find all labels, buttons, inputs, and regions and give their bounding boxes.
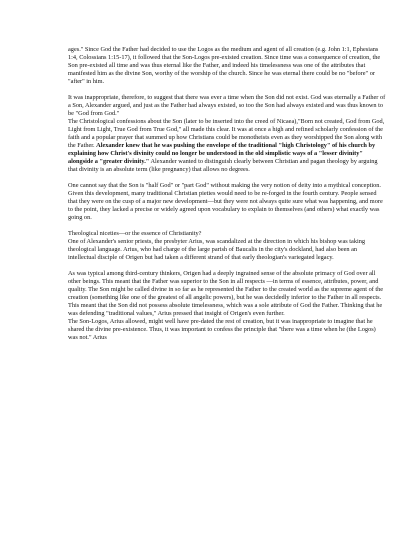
- confession-text-end: Alexander wanted to distinguish clearly between Christian and pagan theology by arguing that divinity is an absolute term (like pregnancy) that allows no degrees.: [68, 158, 378, 173]
- paragraph-arius: One of Alexander's senior priests, the presbyter Arius, was scandalized at the direction in which his bishop was taking theological language. Arius, who had charge of the large parish of Baucalis in the city's dockland, had also been an intellectual disciple of Origen but had taken a different strand of that early theologian's variegated legacy.: [68, 238, 366, 261]
- paragraph-son-logos: The Son-Logos, Arius allowed, might well have pre-dated the rest of creation, but it was inappropriate to imagine that he shared the divine pre-existence. Thus, it was important to confess the principle that "there was a time when he (the Logos) was not." Arius: [68, 318, 376, 341]
- paragraph-eternal-son: ages." Since God the Father had decided to use the Logos as the medium and agent of all creation (e.g. John 1:1, Ephesians 1:4, Colossians 1:15-17), it followed that the Son-Logos pre-existed creation. Since time was a consequence of creation, the Son pre-existed all time and was thus eternal like the Father, and indeed his timelessness was one of the attributes that manifested him as the divine Son, worthy of the worship of the church. Since he was eternal there could be no "before" or "after" in him.: [68, 46, 381, 85]
- paragraph-origen: As was typical among third-century thinkers, Origen had a deeply ingrained sense of the absolute primacy of God over all other beings. This meant that the Father was superior to the Son in all respects —in terms of essence, attributes, power, and quality. The Son might be called divine in so far as he represented the Father to the created world as the supreme agent of the creation (something like one of the greatest of all angelic powers), but he was decidedly inferior to the Father in all respects. This meant that the Son did not possess absolute timelessness, which was a sole attribute of God the Father. Thinking that he was defending "traditional values," Arius pressed that insight of Origen's even further.: [68, 270, 384, 317]
- confession-text: The Christological confessions about the Son (later to be inserted into the creed of Nicaea),"Born not created, God from God, Light from Light, True God from True God," all made this clear. It was at once a high and refined scholarly confession of the faith and a popular prayer that summed up how Christians could be monotheists even as they worshipped the Son along with the Father.: [68, 118, 385, 149]
- paragraph-half-god: One cannot say that the Son is "half God" or "part God" without making the very notion of deity into a mythical conception. Given this development, many traditional Christian pieties would need to be re-forged in the fourth century. People sensed that they were on the cusp of a major new development—but they were not always quite sure what was happening, and more to the point, they lacked a precise or widely agreed upon vocabulary to explain to themselves (and others) what exactly was going on.: [68, 182, 383, 221]
- paragraph-god-from-god: It was inappropriate, therefore, to suggest that there was ever a time when the Son did not exist. God was eternally a Father of a Son, Alexander argued, and just as the Father had always existed, so too the Son had always existed and was thus known to be "God from God.": [68, 94, 386, 117]
- alexander-emphasis-text: Alexander knew that he was pushing the envelope of the traditional "high Christology" of his church by explaining how Christ's divinity could no longer be understood in the old simplistic ways of a "lesser divinity" alongside a "greater divinity.": [68, 142, 376, 165]
- section-heading: Theological niceties—or the essence of Christianity?: [68, 230, 202, 237]
- paragraph-christological-confessions: [68, 118, 386, 174]
